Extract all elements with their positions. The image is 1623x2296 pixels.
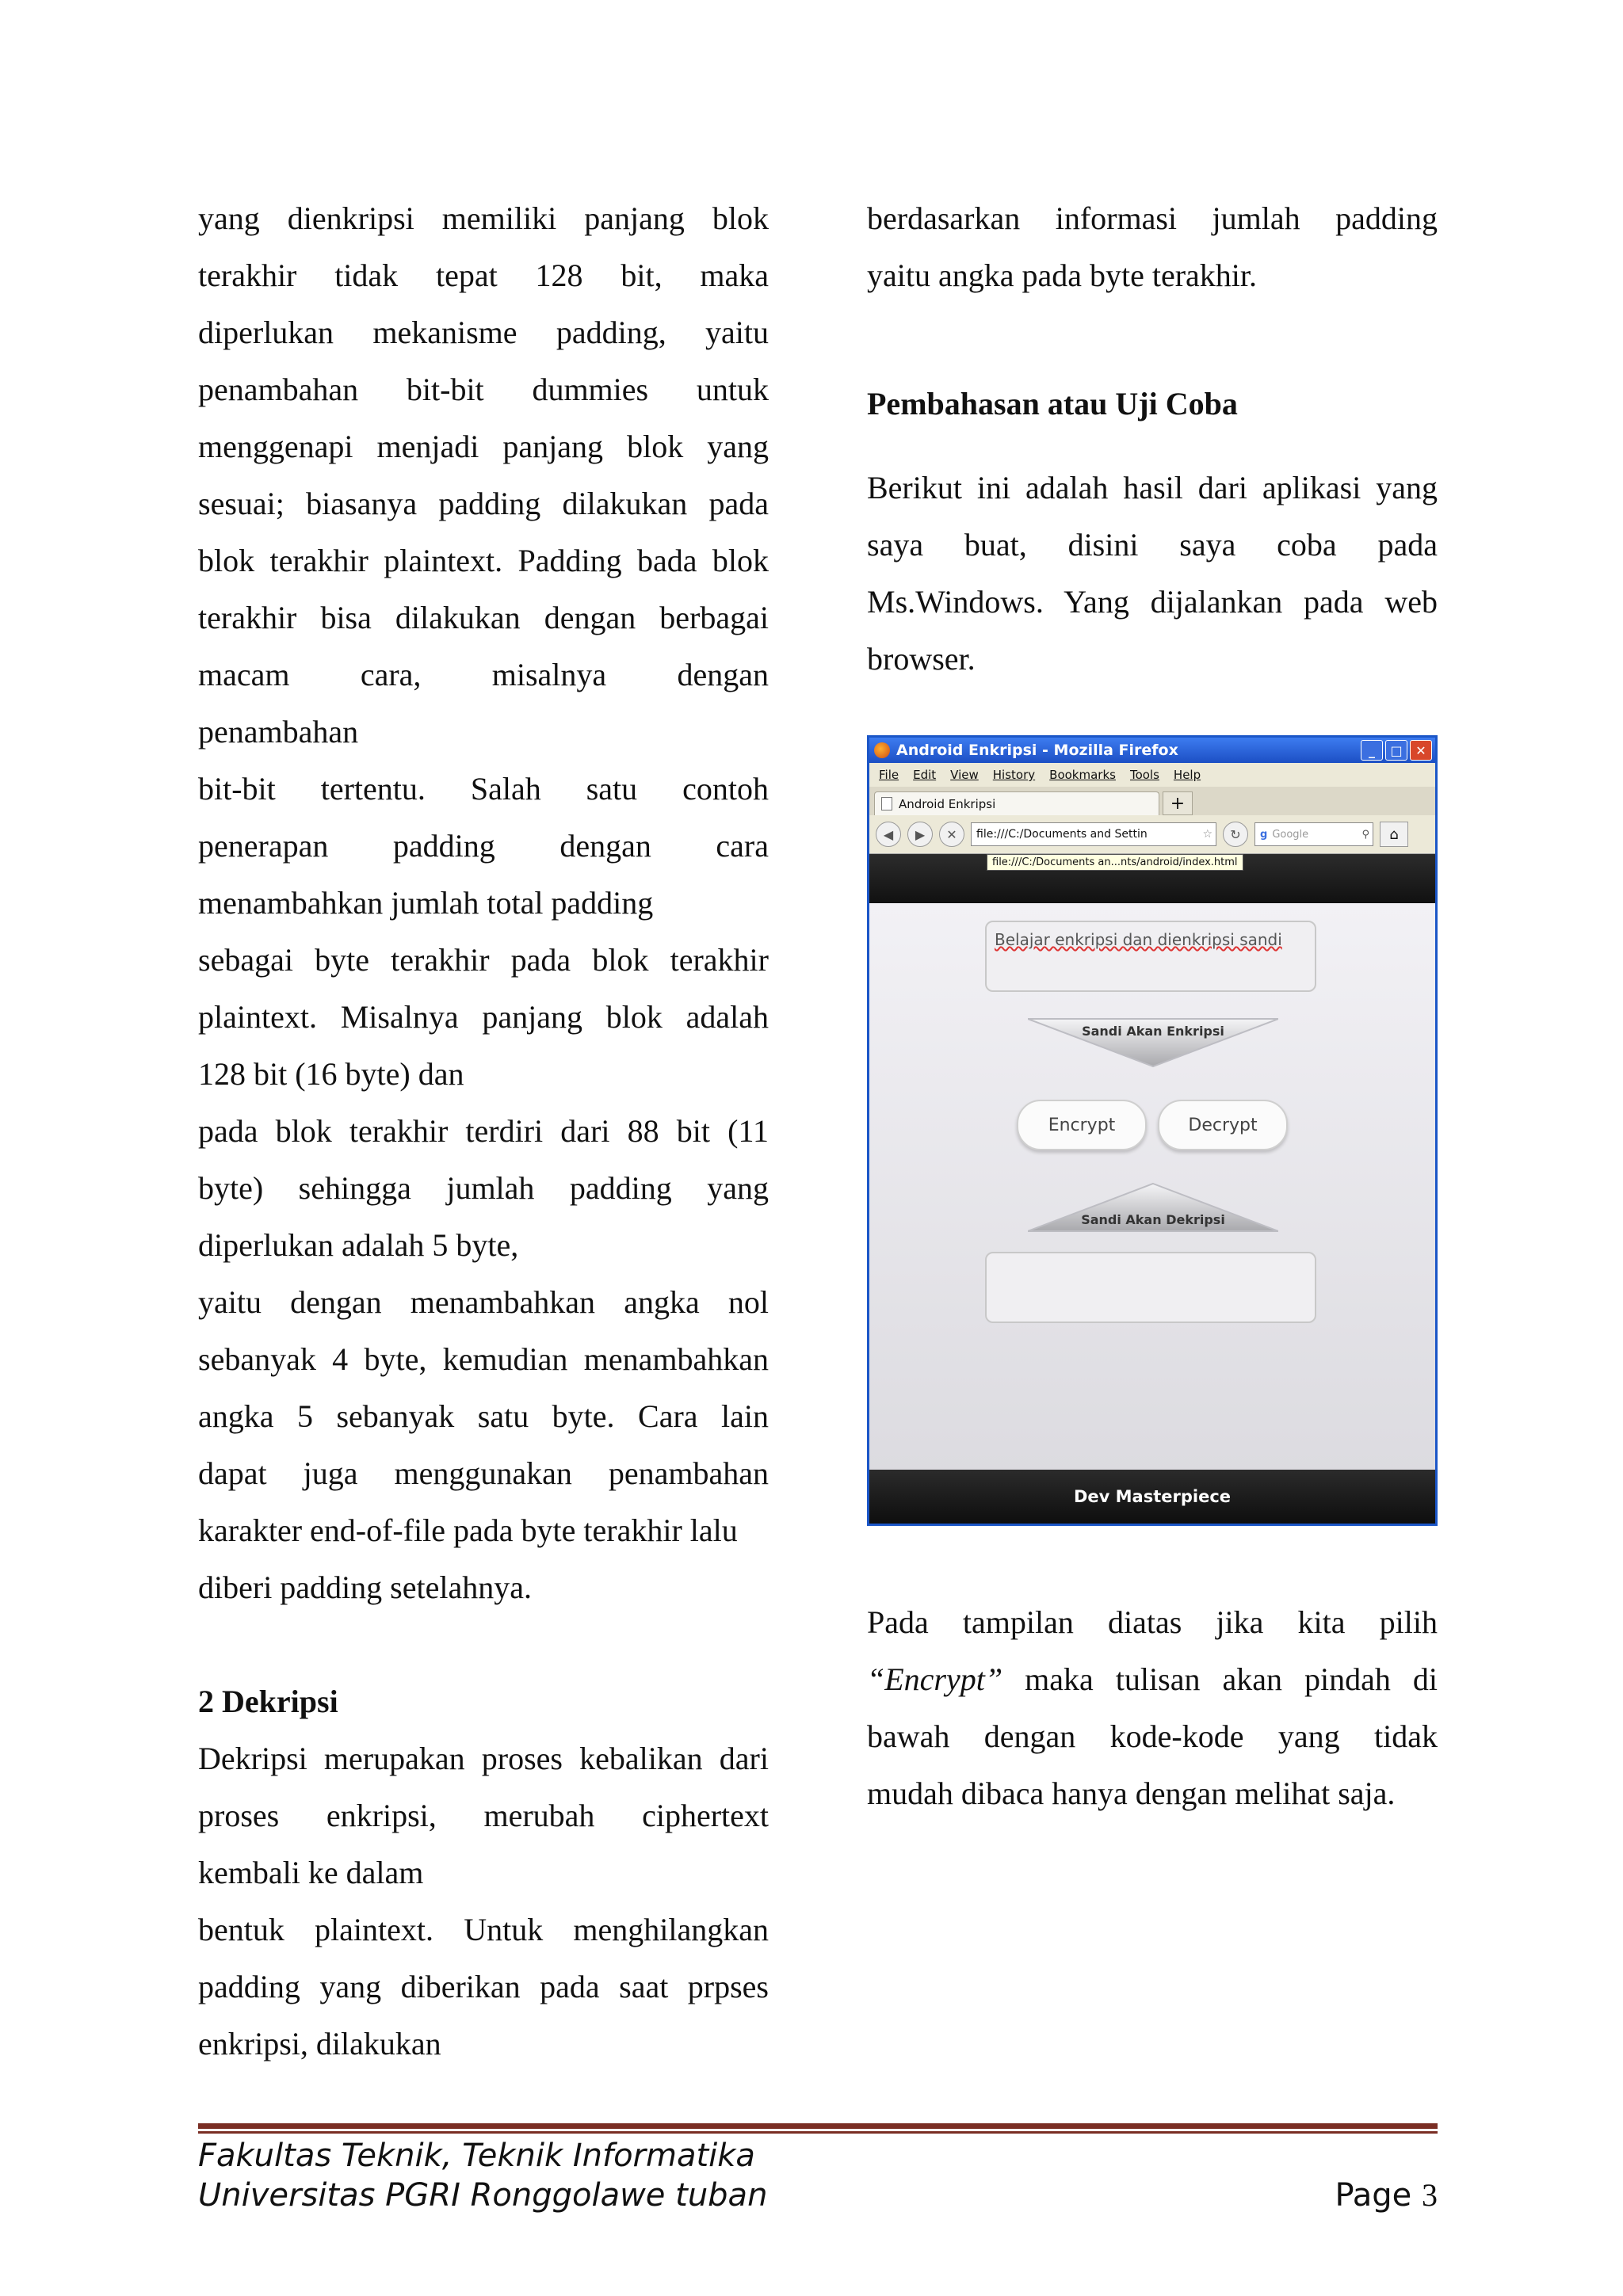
footer-faculty: Fakultas Teknik, Teknik Informatika	[198, 2138, 755, 2174]
arrow-up-dekripsi	[1028, 1182, 1278, 1236]
text-line: pada blok terakhir terdiri dari 88 bit (11	[198, 1113, 769, 1149]
footer-rule-thin	[198, 2131, 1438, 2134]
decrypt-button[interactable]: Decrypt	[1158, 1100, 1288, 1150]
stop-icon[interactable]: ✕	[939, 822, 964, 847]
url-tooltip: file:///C:/Documents an...nts/android/index.html	[987, 854, 1243, 871]
text-line: angka 5 sebanyak satu byte. Cara lain	[198, 1398, 769, 1434]
spacer	[867, 304, 1438, 376]
tab-label: Android Enkripsi	[899, 796, 996, 811]
minimize-icon[interactable]: _	[1361, 740, 1383, 761]
right-column-lower	[867, 1594, 1438, 1822]
text-fragment: maka tulisan akan pindah di	[1002, 1661, 1438, 1697]
text-line: Ms.Windows. Yang dijalankan pada web	[867, 584, 1438, 620]
text-line: byte) sehingga jumlah padding yang	[198, 1170, 769, 1206]
plaintext-input[interactable]	[985, 921, 1316, 992]
text-line: blok terakhir plaintext. Padding bada blok	[198, 543, 769, 578]
app-screenshot-figure	[867, 735, 1438, 1526]
section-heading-pembahasan: Pembahasan atau Uji Coba	[867, 386, 1238, 421]
right-column	[867, 190, 1438, 688]
search-placeholder: Google	[1272, 828, 1309, 841]
spacer	[198, 1616, 769, 1673]
forward-icon[interactable]: ▶	[907, 822, 933, 847]
text-line: bit-bit tertentu. Salah satu contoh	[198, 771, 769, 807]
section-heading-dekripsi: 2 Dekripsi	[198, 1684, 338, 1719]
spacer	[867, 433, 1438, 460]
window-titlebar	[869, 738, 1435, 763]
text-line: sesuai; biasanya padding dilakukan pada	[198, 486, 769, 521]
menu-view[interactable]: View	[950, 768, 979, 782]
search-box[interactable]	[1254, 822, 1373, 846]
arrow-up-label: Sandi Akan Dekripsi	[1081, 1212, 1225, 1227]
menu-edit[interactable]: Edit	[913, 768, 937, 782]
text-line: plaintext. Misalnya panjang blok adalah	[198, 999, 769, 1035]
close-icon[interactable]: ✕	[1410, 740, 1432, 761]
text-line: menggenapi menjadi panjang blok yang	[198, 429, 769, 464]
text-line: berdasarkan informasi jumlah padding	[867, 200, 1438, 236]
text-line: yang dienkripsi memiliki panjang blok	[198, 200, 769, 236]
arrow-down-icon	[1028, 1014, 1278, 1068]
text-line: sebagai byte terakhir pada blok terakhir	[198, 942, 769, 978]
text-line: diperlukan mekanisme padding, yaitu	[198, 315, 769, 350]
page-number	[1284, 2176, 1438, 2215]
navigation-bar	[869, 815, 1435, 854]
text-line: macam cara, misalnya dengan	[198, 657, 769, 692]
reload-icon[interactable]: ↻	[1223, 822, 1248, 847]
text-line: penerapan padding dengan cara	[198, 828, 769, 864]
url-bar[interactable]	[971, 822, 1216, 846]
firefox-icon	[874, 742, 890, 758]
page-number-value: 3	[1422, 2177, 1438, 2213]
text-line: diperlukan adalah 5 byte,	[198, 1227, 519, 1263]
menu-tools[interactable]: Tools	[1129, 768, 1159, 782]
menu-history[interactable]: History	[992, 768, 1036, 782]
text-line: saya buat, disini saya coba pada	[867, 527, 1438, 563]
arrow-down-label: Sandi Akan Enkripsi	[1082, 1024, 1224, 1039]
text-line: penambahan bit-bit dummies untuk	[198, 372, 769, 407]
footer-university: Universitas PGRI Ronggolawe tuban	[198, 2177, 768, 2214]
text-line: diberi padding setelahnya.	[198, 1569, 532, 1605]
back-icon[interactable]: ◀	[876, 822, 901, 847]
encrypt-quote: “Encrypt”	[867, 1661, 1003, 1697]
arrow-up-icon	[1028, 1182, 1278, 1236]
menu-bookmarks[interactable]: Bookmarks	[1049, 768, 1116, 782]
search-icon[interactable]: ⚲	[1361, 828, 1369, 841]
text-line: bawah dengan kode-kode yang tidak	[867, 1718, 1438, 1754]
left-column	[198, 190, 769, 2073]
text-line: sebanyak 4 byte, kemudian menambahkan	[198, 1341, 769, 1377]
encrypt-button[interactable]: Encrypt	[1017, 1100, 1147, 1150]
home-icon[interactable]: ⌂	[1380, 822, 1408, 847]
ciphertext-output[interactable]	[985, 1252, 1316, 1323]
text-line: 128 bit (16 byte) dan	[198, 1056, 464, 1092]
bookmark-star-icon[interactable]: ☆	[1202, 828, 1212, 841]
text-line: padding yang diberikan pada saat prpses	[198, 1969, 769, 2004]
google-icon: g	[1260, 828, 1268, 841]
window-controls	[1361, 740, 1435, 761]
page-header-bar	[869, 854, 1435, 903]
page-icon	[881, 797, 892, 810]
text-line: bentuk plaintext. Untuk menghilangkan	[198, 1912, 769, 1947]
page-label: Page	[1335, 2177, 1412, 2214]
menu-file[interactable]: File	[879, 768, 899, 782]
text-line: yaitu angka pada byte terakhir.	[867, 257, 1258, 293]
text-line: yaitu dengan menambahkan angka nol	[198, 1284, 769, 1320]
text-line: mudah dibaca hanya dengan melihat saja.	[867, 1775, 1396, 1811]
app-footer-label: Dev Masterpiece	[1073, 1487, 1232, 1506]
plaintext-value: Belajar enkripsi dan dienkripsi sandi	[995, 930, 1282, 949]
new-tab-button[interactable]: +	[1163, 791, 1193, 815]
url-text: file:///C:/Documents and Settin	[976, 828, 1148, 841]
text-line: menambahkan jumlah total padding	[198, 885, 654, 921]
text-line: dapat juga menggunakan penambahan	[198, 1455, 769, 1491]
window-title: Android Enkripsi - Mozilla Firefox	[896, 742, 1178, 759]
tab-android-enkripsi[interactable]	[874, 791, 1159, 815]
text-line: Pada tampilan diatas jika kita pilih	[867, 1604, 1438, 1640]
text-line: enkripsi, dilakukan	[198, 2026, 441, 2061]
tab-bar	[869, 787, 1435, 815]
text-line: karakter end-of-file pada byte terakhir lalu	[198, 1512, 738, 1548]
text-line: terakhir bisa dilakukan dengan berbagai	[198, 600, 769, 635]
maximize-icon[interactable]: □	[1385, 740, 1407, 761]
text-line: kembali ke dalam	[198, 1855, 424, 1890]
text-line: proses enkripsi, merubah ciphertext	[198, 1798, 769, 1833]
text-line: Dekripsi merupakan proses kebalikan dari	[198, 1741, 769, 1776]
app-footer-bar	[869, 1470, 1435, 1524]
text-line: terakhir tidak tepat 128 bit, maka	[198, 257, 769, 293]
text-line: browser.	[867, 641, 976, 677]
page-content	[869, 903, 1435, 1474]
text-line: Berikut ini adalah hasil dari aplikasi yang	[867, 470, 1438, 505]
footer-rule-thick	[198, 2123, 1438, 2129]
text-line	[867, 1651, 1438, 1708]
arrow-down-enkripsi	[1028, 1014, 1278, 1068]
menu-help[interactable]: Help	[1173, 768, 1201, 782]
menu-bar	[869, 763, 1435, 787]
text-line: penambahan	[198, 714, 359, 749]
